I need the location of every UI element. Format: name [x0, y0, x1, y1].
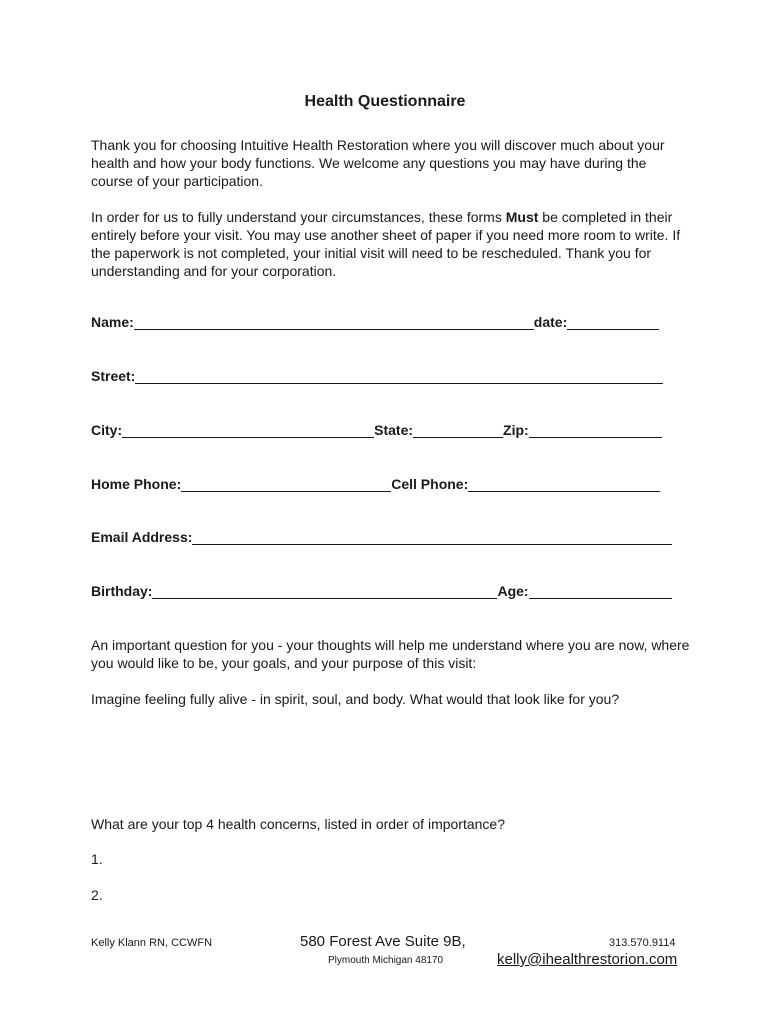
home-phone-field[interactable] — [181, 477, 391, 492]
footer-address-line1: 580 Forest Ave Suite 9B, — [300, 933, 466, 950]
instruction-text-before: In order for us to fully understand your circumstances, these forms — [91, 209, 506, 225]
question-imagine: Imagine feeling fully alive - in spirit, soul, and body. What would that look like for you? — [91, 691, 620, 707]
name-label: Name: — [91, 314, 134, 330]
age-field[interactable] — [529, 584, 672, 599]
state-field[interactable] — [413, 423, 503, 438]
birthday-age-row — [91, 583, 672, 599]
birthday-field[interactable] — [152, 584, 497, 599]
instruction-emphasis: Must — [505, 209, 539, 225]
cell-phone-label: Cell Phone: — [391, 476, 469, 492]
instruction-text-after: be completed in their entirely before your visit. You may use another sheet of paper if you need more room to write. If the paperwork is not completed, your initial visit will need to be rescheduled. Thank you for understanding and for your corporation. — [91, 209, 681, 279]
footer-phone: 313.570.9114 — [609, 937, 676, 949]
home-phone-label: Home Phone: — [91, 476, 182, 492]
age-label: Age: — [497, 583, 529, 599]
instruction-paragraph — [91, 208, 691, 280]
zip-label: Zip: — [503, 422, 529, 438]
name-date-row — [91, 314, 659, 330]
birthday-label: Birthday: — [91, 583, 153, 599]
name-field[interactable] — [134, 315, 534, 330]
page-title: Health Questionnaire — [304, 93, 466, 110]
question-intro: An important question for you - your thoughts will help me understand where you are now, where you would like to be, your goals, and your purpose of this visit: — [91, 637, 690, 671]
zip-field[interactable] — [529, 423, 662, 438]
street-field[interactable] — [135, 369, 663, 384]
date-label: date: — [533, 314, 568, 330]
city-field[interactable] — [122, 423, 374, 438]
footer-email-link[interactable]: kelly@ihealthrestorion.com — [497, 951, 678, 968]
city-state-zip-row — [91, 422, 662, 438]
question-concerns: What are your top 4 health concerns, listed in order of importance? — [91, 816, 505, 832]
email-label: Email Address: — [91, 529, 193, 545]
footer-address-line2: Plymouth Michigan 48170 — [328, 955, 444, 966]
city-label: City: — [91, 422, 123, 438]
concern-item: 1. — [91, 851, 103, 867]
concern-item: 2. — [91, 887, 103, 903]
cell-phone-field[interactable] — [468, 477, 660, 492]
state-label: State: — [374, 422, 414, 438]
street-row — [91, 368, 663, 384]
footer-practitioner: Kelly Klann RN, CCWFN — [91, 937, 213, 949]
date-field[interactable] — [567, 315, 659, 330]
email-row — [91, 529, 672, 545]
email-field[interactable] — [192, 530, 672, 545]
street-label: Street: — [91, 368, 136, 384]
intro-paragraph: Thank you for choosing Intuitive Health Restoration where you will discover much about your health and how your body functions. We welcome any questions you may have during the course of your participation. — [91, 137, 665, 189]
phone-row — [91, 476, 660, 492]
